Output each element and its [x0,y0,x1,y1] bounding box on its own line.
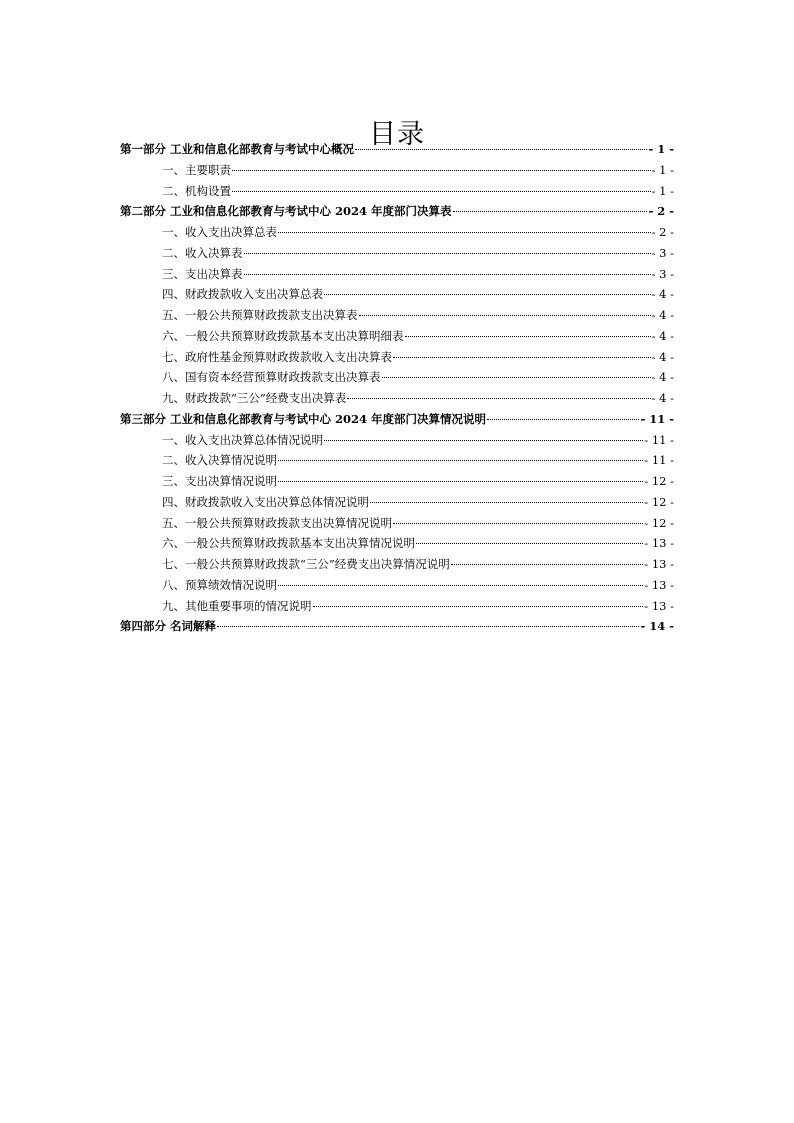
dot-leader [313,606,644,607]
toc-page-number: - 1 - [651,162,674,177]
toc-page-number: - 3 - [651,266,674,281]
toc-page-number: - 12 - [644,515,674,530]
toc-part-entry[interactable] [120,201,674,222]
toc-part-entry[interactable] [120,139,674,160]
toc-section-entry[interactable] [120,222,674,243]
toc-section-entry[interactable] [120,264,674,285]
toc-section-entry[interactable] [120,513,674,534]
toc-section-entry[interactable] [120,554,674,575]
toc-section-entry[interactable] [120,575,674,596]
toc-section-entry[interactable] [120,326,674,347]
toc-section-entry[interactable] [120,160,674,181]
dot-leader [324,440,643,441]
toc-page-number: - 2 - [648,204,674,219]
dot-leader [244,253,651,254]
toc-part-entry[interactable] [120,409,674,430]
dot-leader [370,502,643,503]
dot-leader [232,191,651,192]
toc-entry-title: 八、预算绩效情况说明 [162,577,277,592]
toc-section-entry[interactable] [120,243,674,264]
toc-page-number: - 1 - [648,142,674,156]
toc-entry-title: 四、财政拨款收入支出决算总体情况说明 [162,494,369,509]
toc-entry-title: 第四部分 名词解释 [120,619,217,634]
toc-entry-title: 一、主要职责 [162,162,231,177]
toc-page-number: - 4 - [651,308,674,322]
toc-entry-title: 九、财政拨款“三公”经费支出决算表 [162,391,347,405]
toc-entry-title: 五、一般公共预算财政拨款支出决算表 [162,308,358,322]
toc-title: 目录 [369,119,425,151]
dot-leader [393,357,651,358]
toc-entry-title: 一、收入支出决算总表 [162,225,277,239]
toc-page-number: - 11 - [640,411,674,426]
toc-section-entry[interactable] [120,181,674,202]
toc-page-number: - 13 - [644,598,674,613]
toc-section-entry[interactable] [120,450,674,471]
dot-leader [359,315,651,316]
toc-entry-title: 七、一般公共预算财政拨款“三公”经费支出决算情况说明 [162,557,450,571]
toc-page-number: - 13 - [644,557,674,571]
toc-page-number: - 12 - [644,474,674,488]
toc-entry-title: 一、收入支出决算总体情况说明 [162,432,323,447]
toc-entry-title: 第一部分 工业和信息化部教育与考试中心概况 [120,142,355,156]
toc-entry-title: 二、机构设置 [162,183,231,198]
dot-leader [405,336,651,337]
dot-leader [487,419,639,420]
toc-section-entry[interactable] [120,305,674,326]
toc-page-number: - 4 - [651,328,674,343]
toc-entry-title: 二、收入决算表 [162,245,243,260]
toc-page-number: - 1 - [651,183,674,198]
toc-page-number: - 12 - [644,494,674,509]
toc-entry-title: 九、其他重要事项的情况说明 [162,598,312,613]
toc-section-entry[interactable] [120,492,674,513]
toc-page-number: - 4 - [651,287,674,302]
dot-leader [278,481,643,482]
toc-entry-title: 三、支出决算情况说明 [162,474,277,488]
dot-leader [232,170,651,171]
dot-leader [382,377,651,378]
toc-entry-title: 六、一般公共预算财政拨款基本支出决算情况说明 [162,536,415,551]
toc-page-number: - 4 - [651,391,674,405]
toc-section-entry[interactable] [120,430,674,451]
toc-section-entry[interactable] [120,533,674,554]
toc-entry-title: 四、财政拨款收入支出决算总表 [162,287,323,302]
dot-leader [278,232,651,233]
toc-page-number: - 13 - [644,536,674,551]
toc-entry-title: 三、支出决算表 [162,266,243,281]
toc-page-number: - 14 - [640,619,674,634]
toc-entry-title: 七、政府性基金预算财政拨款收入支出决算表 [162,349,392,364]
toc-entry-title: 八、国有资本经营预算财政拨款支出决算表 [162,370,381,385]
toc-section-entry[interactable] [120,367,674,388]
toc-section-entry[interactable] [120,347,674,368]
toc-page-number: - 11 - [644,453,674,468]
dot-leader [217,626,639,627]
dot-leader [347,398,650,399]
toc-page-number: - 4 - [651,370,674,385]
dot-leader [416,543,643,544]
toc-entry-title: 六、一般公共预算财政拨款基本支出决算明细表 [162,328,404,343]
toc-section-entry[interactable] [120,388,674,409]
dot-leader [453,211,648,212]
dot-leader [278,585,643,586]
toc-section-entry[interactable] [120,596,674,617]
toc-entry-title: 二、收入决算情况说明 [162,453,277,468]
toc-entry-title: 五、一般公共预算财政拨款支出决算情况说明 [162,515,392,530]
toc-page-number: - 3 - [651,245,674,260]
toc-part-entry[interactable] [120,616,674,637]
dot-leader [393,523,643,524]
dot-leader [278,460,643,461]
toc-page-number: - 13 - [644,577,674,592]
toc-page-number: - 2 - [651,225,674,239]
toc-section-entry[interactable] [120,471,674,492]
dot-leader [451,564,644,565]
toc-entry-title: 第三部分 工业和信息化部教育与考试中心 2024 年度部门决算情况说明 [120,411,487,426]
toc-entry-title: 第二部分 工业和信息化部教育与考试中心 2024 年度部门决算表 [120,204,452,219]
table-of-contents [120,139,674,637]
toc-page-number: - 11 - [644,432,674,447]
dot-leader [324,294,651,295]
dot-leader [244,274,651,275]
toc-page-number: - 4 - [651,349,674,364]
toc-section-entry[interactable] [120,284,674,305]
dot-leader [355,149,647,150]
